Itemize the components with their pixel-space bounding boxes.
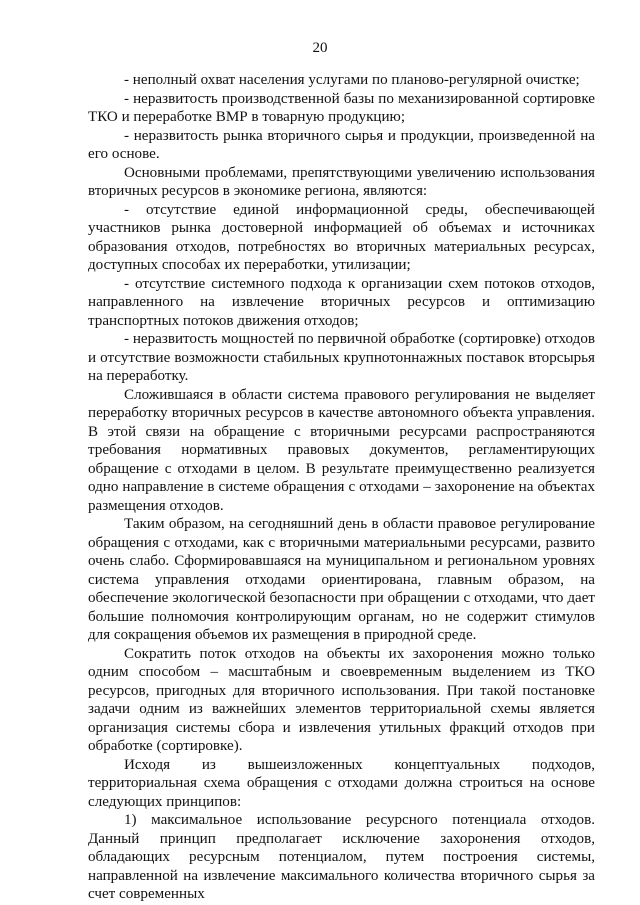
document-body: [88, 71, 595, 904]
bullet-paragraph: - неполный охват населения услугами по планово-регулярной очистке;: [124, 72, 580, 88]
body-paragraph: Сократить поток отходов на объекты их захоронения можно только одним способом – масштабным и своевременным выделением из ТКО ресурсов, пригодных для вторичного использования. При такой постановке задачи одним из важнейших элементов территориальной схемы является организация системы сбора и извлечения утильных фракций отходов при обработке (сортировке).: [88, 645, 595, 754]
body-paragraph: Сложившаяся в области система правового регулирования не выделяет переработку вторичных ресурсов в качестве автономного объекта управления. В этой связи на обращение с вторичными ресурсами распространяются требования нормативных правовых документов, регламентирующих обращение с отходами в целом. В результате преимущественно реализуется одно направление в системе обращения с отходами – захоронение на объектах размещения отходов.: [88, 386, 595, 514]
bullet-paragraph: - неразвитость мощностей по первичной обработке (сортировке) отходов и отсутствие возможности стабильных крупнотоннажных поставок вторсырья на переработку.: [88, 331, 595, 384]
page-number: 20: [312, 40, 328, 56]
bullet-paragraph: - неразвитость производственной базы по механизированной сортировке ТКО и переработке ВМР в товарную продукцию;: [88, 90, 595, 125]
numbered-paragraph: 1) максимальное использование ресурсного потенциала отходов. Данный принцип предполагает исключение захоронения отходов, обладающих ресурсным потенциалом, путем построения системы, направленной на извлечение максимального количества вторичного сырья за счет современных: [88, 812, 595, 902]
body-paragraph: Таким образом, на сегодняшний день в области правовое регулирование обращения с отходами, как с вторичными материальными ресурсами, развито очень слабо. Сформировавшаяся на муниципальном и региональном уровнях система управления отходами ориентирована, главным образом, на обеспечение экологической безопасности при обращении с отходами, что дает большие полномочия контролирующим органам, но не содержит стимулов для сокращения объемов их размещения в природной среде.: [88, 516, 595, 643]
bullet-paragraph: - отсутствие единой информационной среды, обеспечивающей участников рынка достоверной информацией об объемах и источниках образования отходов, потребностях во вторичных материальных ресурсах, доступных способах их переработки, утилизации;: [88, 201, 595, 273]
body-paragraph: Исходя из вышеизложенных концептуальных подходов, территориальная схема обращения с отходами должна строиться на основе следующих принципов:: [88, 756, 595, 810]
bullet-paragraph: - отсутствие системного подхода к организации схем потоков отходов, направленного на извлечение вторичных ресурсов и оптимизацию транспортных потоков движения отходов;: [88, 275, 595, 329]
body-paragraph: Основными проблемами, препятствующими увеличению использования вторичных ресурсов в экономике региона, являются:: [88, 164, 595, 199]
bullet-paragraph: - неразвитость рынка вторичного сырья и продукции, произведенной на его основе.: [88, 127, 595, 162]
